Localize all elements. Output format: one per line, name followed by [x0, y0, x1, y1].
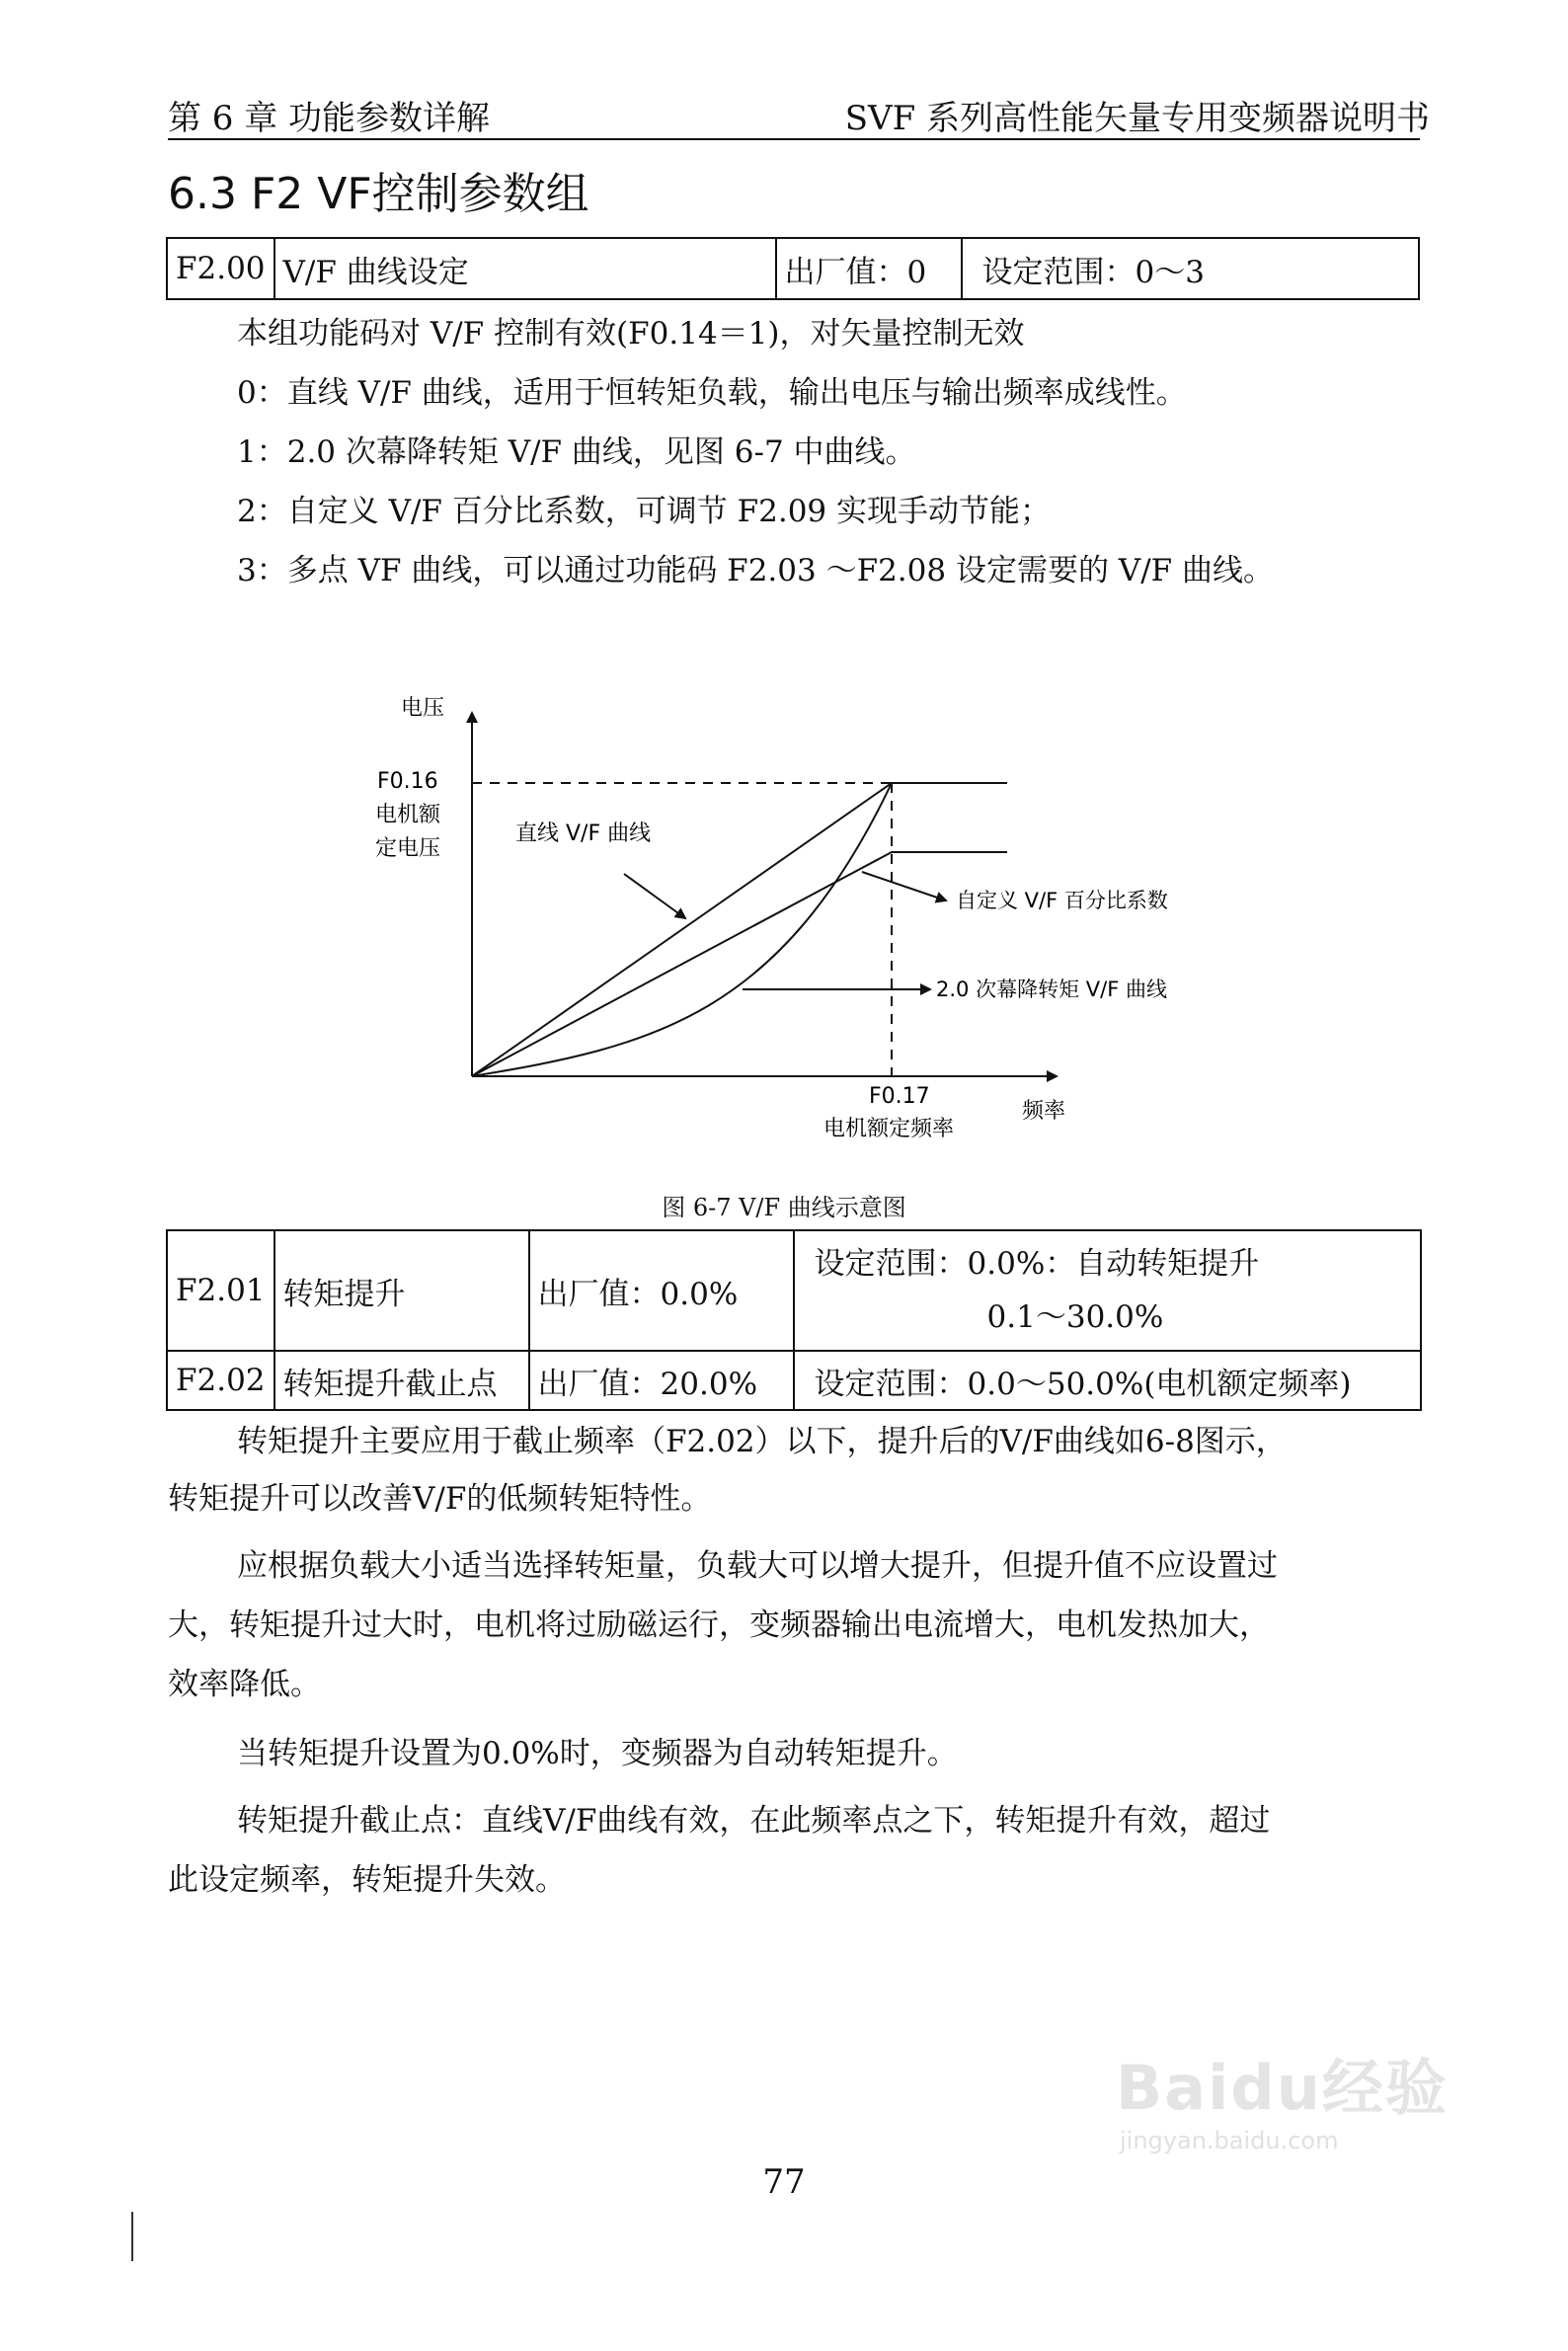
- rated-voltage-label-2: 定电压: [375, 836, 441, 861]
- body-line: 转矩提升截止点：直线V/F曲线有效，在此频率点之下，转矩提升有效，超过: [237, 1803, 1271, 1839]
- param-default: 出厂值：0.0%: [529, 1230, 794, 1351]
- param-range-line: 设定范围：0.0%：自动转矩提升: [814, 1246, 1260, 1282]
- figure-caption: 图 6-7 V/F 曲线示意图: [662, 1194, 906, 1221]
- param-range: 设定范围：0～3: [962, 238, 1419, 299]
- body-line: 应根据负载大小适当选择转矩量，负载大可以增大提升，但提升值不应设置过: [237, 1548, 1278, 1584]
- chapter-header: 第 6 章 功能参数详解: [168, 99, 491, 138]
- param-table-f2-01-02: [166, 1229, 1422, 1411]
- custom-vf-curve: [472, 852, 1007, 1076]
- param-code: F2.02: [167, 1351, 274, 1410]
- param-table-f2-00: [166, 237, 1420, 300]
- param-name: 转矩提升截止点: [274, 1351, 529, 1410]
- vf-curve-figure: [0, 681, 1568, 1175]
- header-rule: [168, 138, 1420, 140]
- intro-line: 0：直线 V/F 曲线，适用于恒转矩负载，输出电压与输出频率成线性。: [237, 375, 1187, 411]
- param-name: 转矩提升: [274, 1230, 529, 1351]
- body-line: 转矩提升主要应用于截止频率（F2.02）以下，提升后的V/F曲线如6-8图示，: [237, 1424, 1287, 1459]
- linear-curve-label: 直线 V/F 曲线: [515, 822, 652, 846]
- body-line: 此设定频率，转矩提升失效。: [168, 1862, 566, 1898]
- page-number: 77: [762, 2162, 806, 2202]
- custom-curve-label: 自定义 V/F 百分比系数: [956, 889, 1168, 912]
- param-code: F2.01: [167, 1230, 274, 1351]
- param-code: F2.00: [167, 238, 274, 299]
- param-default: 出厂值：20.0%: [529, 1351, 794, 1410]
- intro-line: 2：自定义 V/F 百分比系数，可调节 F2.09 实现手动节能；: [237, 494, 1052, 529]
- margin-mark: [131, 2212, 133, 2261]
- param-range: 设定范围：0.0～50.0%(电机额定频率): [794, 1351, 1421, 1410]
- body-line: 转矩提升可以改善V/F的低频转矩特性。: [168, 1481, 712, 1517]
- body-line: 当转矩提升设置为0.0%时，变频器为自动转矩提升。: [237, 1736, 958, 1771]
- custom-label-arrow: [862, 872, 946, 901]
- rated-frequency-label: 电机额定频率: [823, 1117, 955, 1141]
- param-name: V/F 曲线设定: [274, 238, 776, 299]
- y-axis-label: 电压: [401, 696, 445, 721]
- body-line: 大，转矩提升过大时，电机将过励磁运行，变频器输出电流增大，电机发热加大，: [168, 1607, 1270, 1643]
- intro-line: 1：2.0 次幕降转矩 V/F 曲线，见图 6-7 中曲线。: [237, 434, 916, 470]
- param-default: 出厂值：0: [776, 238, 962, 299]
- table-row: [167, 1230, 1421, 1351]
- linear-label-arrow: [624, 874, 685, 918]
- intro-line: 3：多点 VF 曲线，可以通过功能码 F2.03 ～F2.08 设定需要的 V/F 曲线。: [237, 553, 1275, 588]
- intro-line: 本组功能码对 V/F 控制有效(F0.14＝1)，对矢量控制无效: [237, 316, 1025, 352]
- table-row: [167, 238, 1419, 299]
- param-range-line: 0.1～30.0%: [986, 1299, 1164, 1335]
- watermark-brand: Baidu经验: [1116, 2052, 1449, 2124]
- baidu-watermark: [1116, 2039, 1449, 2155]
- table-row: [167, 1351, 1421, 1410]
- rated-voltage-code: F0.16: [377, 769, 438, 794]
- section-title: 6.3 F2 VF控制参数组: [168, 169, 589, 219]
- manual-title-header: SVF 系列高性能矢量专用变频器说明书: [844, 99, 1430, 138]
- watermark-url: jingyan.baidu.com: [1120, 2127, 1339, 2155]
- x-axis-label: 频率: [1022, 1099, 1066, 1124]
- rated-voltage-label-1: 电机额: [375, 803, 441, 827]
- square-curve-label: 2.0 次幕降转矩 V/F 曲线: [936, 978, 1167, 1001]
- body-line: 效率降低。: [168, 1667, 321, 1702]
- rated-frequency-code: F0.17: [869, 1084, 930, 1109]
- param-range: [794, 1230, 1421, 1351]
